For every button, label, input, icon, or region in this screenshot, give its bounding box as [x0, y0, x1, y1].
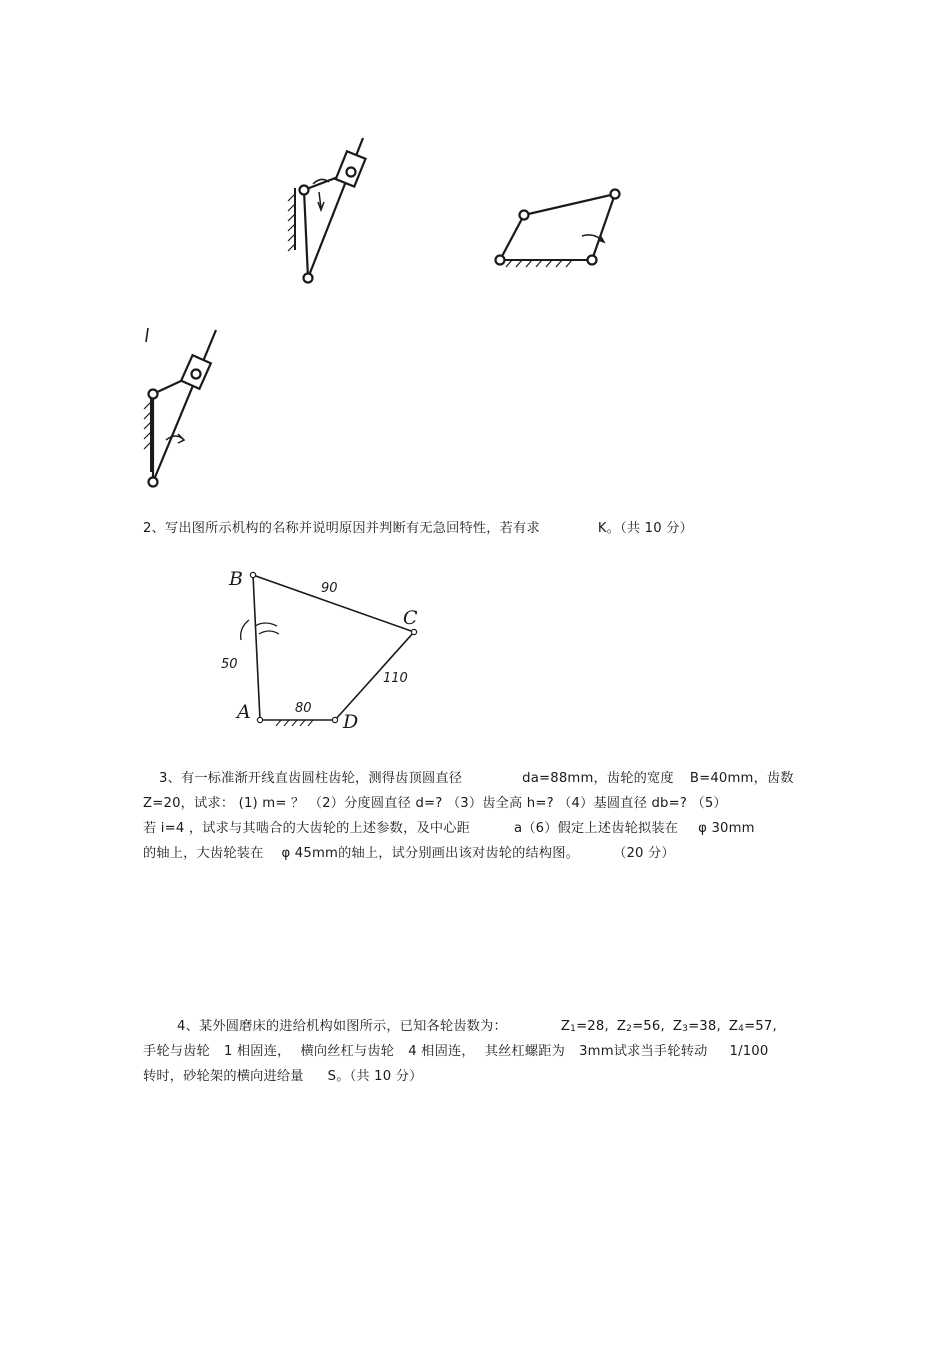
q2-text-a: 2、写出图所示机构的名称并说明原因并判断有无急回特性，若有求 — [143, 521, 540, 536]
q3-line1-d: B=40mm — [689, 771, 754, 786]
question-2 — [143, 516, 823, 541]
length-ad: 80 — [295, 701, 312, 716]
q3-line4-c: 的轴上，试分别画出该对齿轮的结构图。 — [338, 846, 580, 861]
question-3 — [143, 766, 823, 866]
q4-line2-b: 1 相固连， — [223, 1044, 291, 1059]
label-b: B — [229, 568, 243, 590]
q4-line2-g: 1/100 — [729, 1044, 769, 1059]
length-bc: 90 — [321, 581, 338, 596]
q4-line2-a: 手轮与齿轮 — [143, 1044, 210, 1059]
q3-line4-d: （20 分） — [613, 846, 675, 861]
label-c: C — [403, 607, 418, 629]
q3-line3-a: 若 i=4 ，试求与其啮合的大齿轮的上述参数，及中心距 — [143, 821, 471, 836]
q3-line1-e: ，齿数 — [753, 771, 794, 786]
q3-line3-c: φ 30mm — [698, 821, 755, 836]
q3-line1-a: 3、有一标准渐开线直齿圆柱齿轮，测得齿顶圆直径 — [159, 771, 463, 786]
mechanism-figure-1 — [285, 130, 375, 290]
q4-line2-c: 横向丝杠与齿轮 — [300, 1044, 395, 1059]
q3-line4-a: 的轴上，大齿轮装在 — [143, 846, 264, 861]
z2: Z2=56, — [616, 1019, 665, 1034]
q4-line3-a: 转时，砂轮架的横向进给量 — [143, 1069, 304, 1084]
z1: Z1=28, — [560, 1019, 609, 1034]
q4-line2-d: 4 相固连， — [408, 1044, 475, 1059]
q4-line3-b: S。（共 10 分） — [327, 1069, 423, 1084]
q2-text-b: K。（共 10 分） — [597, 521, 693, 536]
q3-line1-b: da=88mm — [522, 771, 594, 786]
q3-line4-b: φ 45mm — [281, 846, 339, 861]
four-bar-diagram — [215, 560, 435, 735]
length-cd: 110 — [383, 671, 408, 686]
q4-line1-a: 4、某外圆磨床的进给机构如图所示，已知各轮齿数为： — [177, 1019, 507, 1034]
q3-line3-b: a（6）假定上述齿轮拟装在 — [514, 821, 679, 836]
z4: Z4=57, — [728, 1019, 777, 1034]
q4-line2-e: 其丝杠螺距为 — [484, 1044, 566, 1059]
q3-line2: Z=20，试求： (1) m= ？ （2）分度圆直径 d=? （3）齿全高 h=? （4）基圆直径 db=? （5） — [143, 796, 727, 811]
z3: Z3=38, — [672, 1019, 721, 1034]
question-4 — [143, 1014, 823, 1089]
length-ab: 50 — [221, 657, 238, 672]
mechanism-figure-3 — [138, 322, 228, 492]
q3-line1-c: ，齿轮的宽度 — [593, 771, 674, 786]
q4-line2-f: 3mm试求当手轮转动 — [579, 1044, 708, 1059]
label-a: A — [237, 701, 251, 723]
mechanism-figure-2 — [490, 180, 630, 275]
label-d: D — [343, 711, 359, 733]
